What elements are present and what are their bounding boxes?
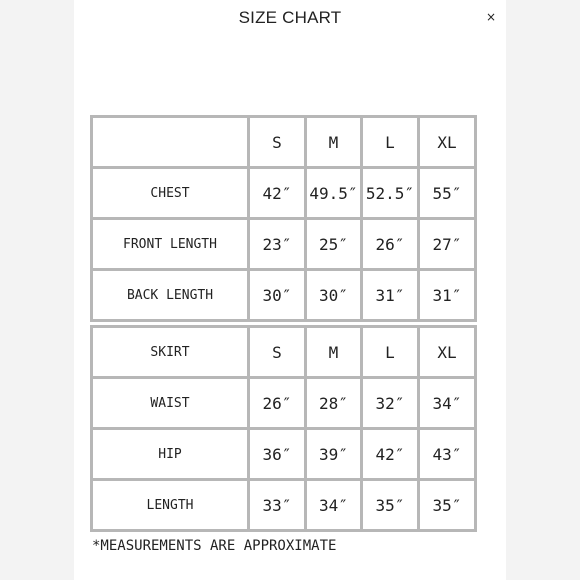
size-header-l: L <box>362 327 419 378</box>
table-cell: 39″ <box>306 429 362 480</box>
table-cell: 34″ <box>419 378 476 429</box>
size-header-s: S <box>249 117 306 168</box>
table-cell: 26″ <box>362 219 419 270</box>
table-cell: 35″ <box>419 480 476 531</box>
table-cell: 35″ <box>362 480 419 531</box>
table-cell: 31″ <box>419 270 476 321</box>
size-chart-modal <box>74 0 506 580</box>
row-label-waist: WAIST <box>92 378 249 429</box>
skirt-size-table <box>90 325 477 532</box>
size-header-l: L <box>362 117 419 168</box>
header-cell-skirt: SKIRT <box>92 327 249 378</box>
table-cell: 36″ <box>249 429 306 480</box>
table-row <box>92 219 476 270</box>
size-header-xl: XL <box>419 117 476 168</box>
table-row <box>92 480 476 531</box>
table-cell: 30″ <box>306 270 362 321</box>
table-cell: 23″ <box>249 219 306 270</box>
table-row <box>92 429 476 480</box>
size-header-xl: XL <box>419 327 476 378</box>
table-header-row <box>92 327 476 378</box>
top-size-table <box>90 115 477 322</box>
close-icon[interactable]: × <box>485 10 497 24</box>
table-cell: 31″ <box>362 270 419 321</box>
table-row <box>92 270 476 321</box>
row-label-hip: HIP <box>92 429 249 480</box>
measurements-footnote: *MEASUREMENTS ARE APPROXIMATE <box>92 538 337 554</box>
table-cell: 32″ <box>362 378 419 429</box>
size-header-m: M <box>306 327 362 378</box>
table-cell: 30″ <box>249 270 306 321</box>
table-cell: 26″ <box>249 378 306 429</box>
table-cell: 49.5″ <box>306 168 362 219</box>
table-cell: 28″ <box>306 378 362 429</box>
table-cell: 42″ <box>249 168 306 219</box>
row-label-chest: CHEST <box>92 168 249 219</box>
table-cell: 33″ <box>249 480 306 531</box>
table-cell: 42″ <box>362 429 419 480</box>
row-label-front-length: FRONT LENGTH <box>92 219 249 270</box>
table-cell: 55″ <box>419 168 476 219</box>
table-cell: 27″ <box>419 219 476 270</box>
size-header-s: S <box>249 327 306 378</box>
header-cell-empty <box>92 117 249 168</box>
table-row <box>92 168 476 219</box>
table-cell: 52.5″ <box>362 168 419 219</box>
modal-title: SIZE CHART <box>238 8 342 27</box>
size-header-m: M <box>306 117 362 168</box>
table-cell: 34″ <box>306 480 362 531</box>
table-cell: 43″ <box>419 429 476 480</box>
row-label-back-length: BACK LENGTH <box>92 270 249 321</box>
table-header-row <box>92 117 476 168</box>
table-row <box>92 378 476 429</box>
table-cell: 25″ <box>306 219 362 270</box>
row-label-length: LENGTH <box>92 480 249 531</box>
